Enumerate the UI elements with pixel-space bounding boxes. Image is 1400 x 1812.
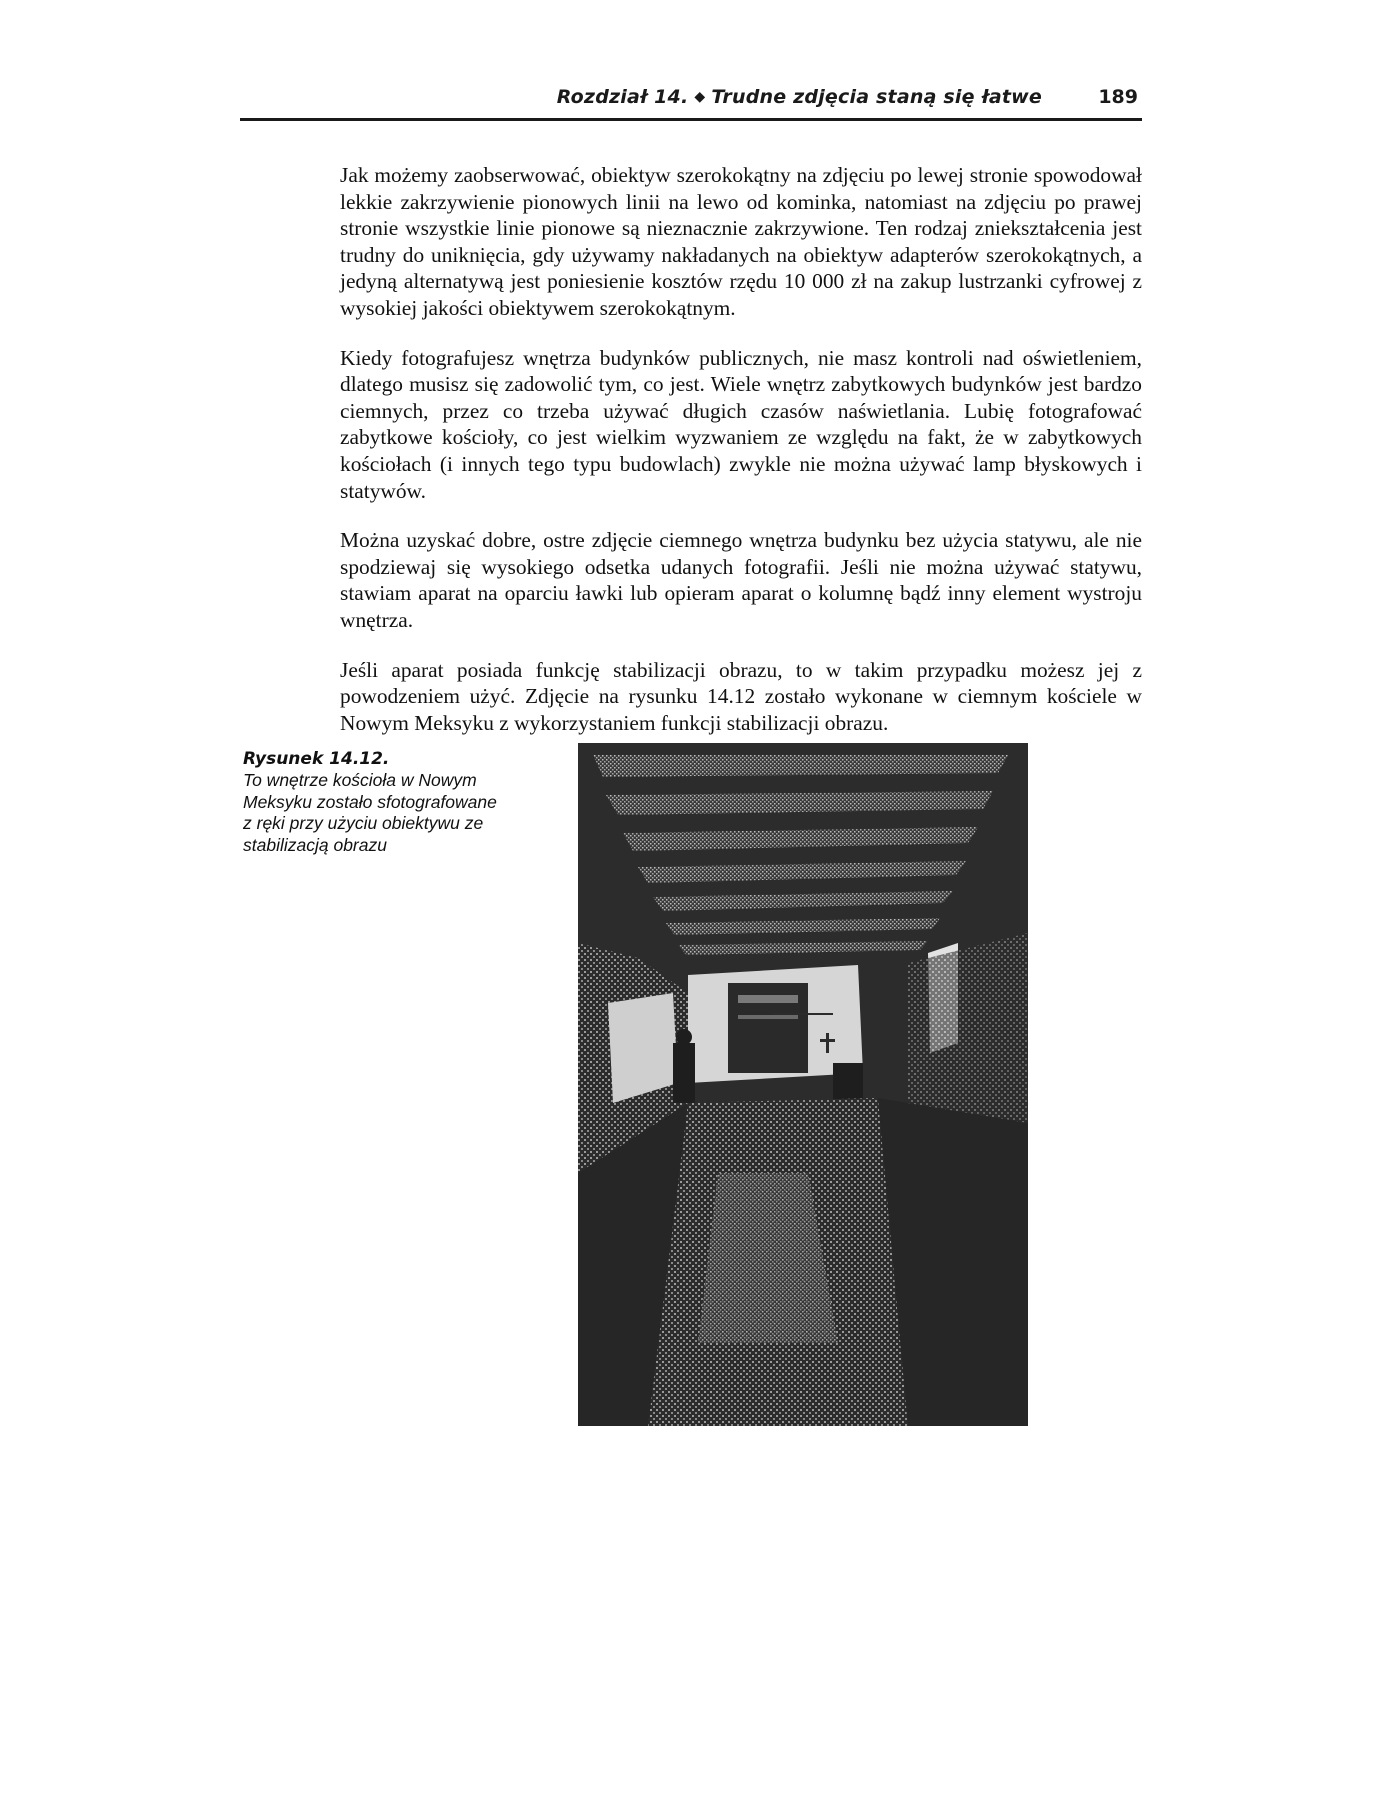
diamond-icon: ◆ [694, 89, 706, 105]
chapter-title: Trudne zdjęcia staną się łatwe [711, 86, 1042, 108]
running-header [240, 84, 1142, 121]
paragraph-1: Jak możemy zaobserwować, obiektyw szerokokątny na zdjęciu po lewej stronie spowodował lekkie zakrzywienie pionowych linii na lewo od kominka, natomiast na zdjęciu po prawej stronie wszystkie linie pionowe są nieznacznie zakrzywione. Ten rodzaj zniekształcenia jest trudny do uniknięcia, gdy używamy nakładanych na obiektyw adapterów szerokokątnych, a jedyną alternatywą jest poniesienie kosztów rzędu 10 000 zł na zakup lustrzanki cyfrowej z wysokiej jakości obiektywem szerokokątnym. [340, 163, 1142, 320]
body-text [340, 162, 1142, 759]
chapter-heading [557, 86, 1042, 108]
paragraph-3: Można uzyskać dobre, ostre zdjęcie ciemnego wnętrza budynku bez użycia statywu, ale nie spodziewaj się wysokiego odsetka udanych fotografii. Jeśli nie można używać statywu, stawiam aparat na oparciu ławki lub opieram aparat o kolumnę bądź inny element wystroju wnętrza. [340, 528, 1142, 632]
chapter-label: Rozdział 14. [556, 86, 689, 108]
paragraph-2: Kiedy fotografujesz wnętrza budynków publicznych, nie masz kontroli nad oświetleniem, dlatego musisz się zadowolić tym, co jest. Wiele wnętrz zabytkowych budynków jest bardzo ciemnych, przez co trzeba używać długich czasów naświetlania. Lubię fotografować zabytkowe kościoły, co jest wielkim wyzwaniem ze względu na fakt, że w zabytkowych kościołach (i innych tego typu budowlach) zwykle nie można używać lamp błyskowych i statywów. [340, 345, 1142, 503]
page-number: 189 [1098, 86, 1138, 108]
church-interior-photo [578, 743, 1028, 1426]
paragraph-4: Jeśli aparat posiada funkcję stabilizacji obrazu, to w takim przypadku możesz jej z powodzeniem użyć. Zdjęcie na rysunku 14.12 zostało wykonane w ciemnym kościele w Nowym Meksyku z wykorzystaniem funkcji stabilizacji obrazu. [340, 657, 1142, 735]
figure-caption-text: To wnętrze kościoła w Nowym Meksyku zostało sfotografowane z ręki przy użyciu obiektywu ze stabilizacją obrazu [243, 770, 497, 855]
figure-label: Rysunek 14.12. [243, 749, 390, 769]
figure-caption [243, 748, 513, 856]
church-interior-image [578, 743, 1028, 1426]
